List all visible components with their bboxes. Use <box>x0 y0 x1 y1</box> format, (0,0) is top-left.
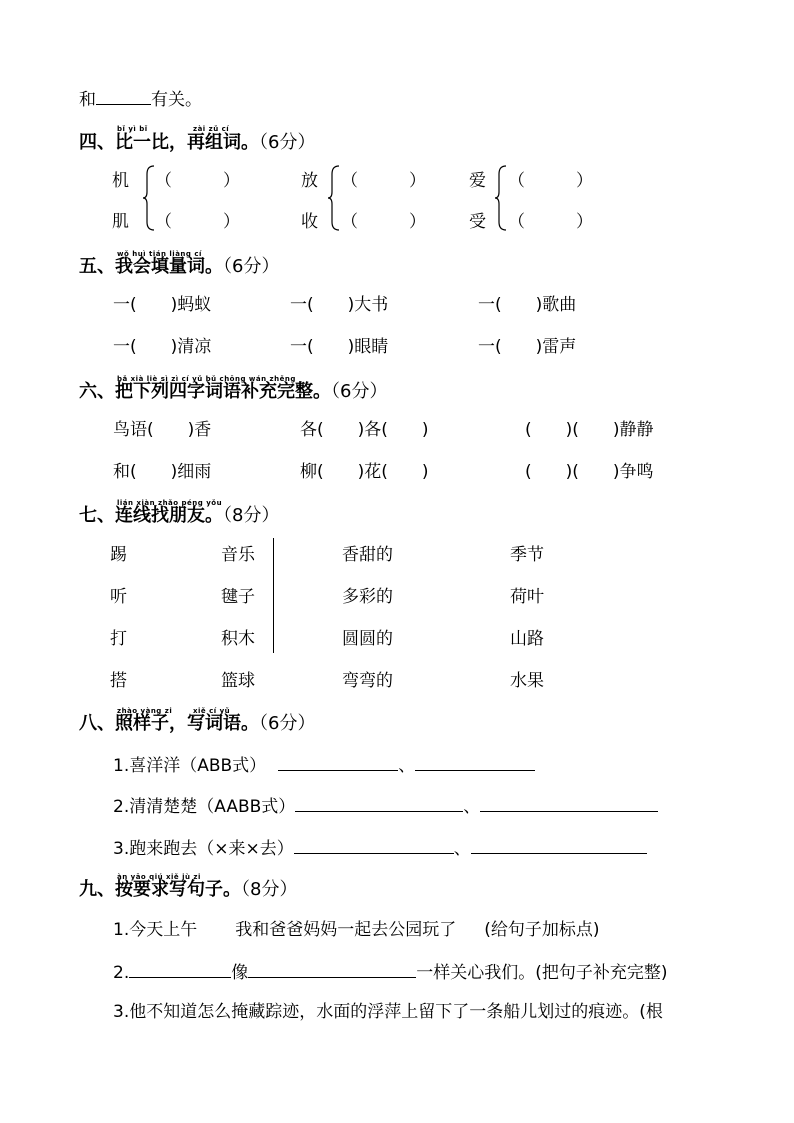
brace-icon <box>142 165 156 231</box>
section-9-heading: 九、按要求写句子。（8分） <box>79 879 298 900</box>
measure-item[interactable]: 一( )清凉 <box>113 337 212 357</box>
paren-blank[interactable]: （ ） <box>341 212 426 232</box>
brace-icon <box>327 165 341 231</box>
match-item[interactable]: 音乐 <box>221 545 255 565</box>
paren-blank[interactable]: （ ） <box>341 171 426 191</box>
pinyin-annotation: bǎ xià liè sì zì cí yǔ bǔ chōng wán zhěng <box>117 375 296 383</box>
answer-blank[interactable] <box>294 837 454 854</box>
answer-blank[interactable] <box>480 795 658 812</box>
section-7-heading: 七、连线找朋友。（8分） <box>79 505 280 526</box>
match-item[interactable]: 多彩的 <box>342 587 393 607</box>
char-top-1: 机 <box>112 171 129 191</box>
intro-line: 和 有关。 <box>79 90 202 110</box>
section-6-heading: 六、把下列四字词语补充完整。（6分） <box>79 381 388 402</box>
idiom-item[interactable]: 各( )各( ) <box>300 420 429 440</box>
pinyin-annotation: zài zǔ cí <box>193 125 230 133</box>
section-8-heading: 八、照样子，写词语。（6分） <box>79 713 316 734</box>
char-top-3: 爱 <box>469 171 486 191</box>
divider-line <box>273 538 274 653</box>
section-5-heading: 五、我会填量词。（6分） <box>79 256 280 277</box>
answer-blank[interactable] <box>471 837 647 854</box>
char-top-2: 放 <box>301 171 318 191</box>
idiom-item[interactable]: ( )( )争鸣 <box>525 462 654 482</box>
pinyin-annotation: wǒ huì tián liàng cí <box>117 250 202 258</box>
measure-item[interactable]: 一( )蚂蚁 <box>113 295 212 315</box>
match-item[interactable]: 水果 <box>510 671 544 691</box>
match-item[interactable]: 香甜的 <box>342 545 393 565</box>
match-item[interactable]: 篮球 <box>221 671 255 691</box>
pinyin-annotation: àn yāo qiú xiě jù zi <box>117 873 201 881</box>
match-item[interactable]: 积木 <box>221 629 255 649</box>
blank-line[interactable] <box>96 88 151 105</box>
answer-blank[interactable] <box>248 961 416 978</box>
pinyin-annotation: zhào yàng zi <box>117 707 173 715</box>
match-item[interactable]: 圆圆的 <box>342 629 393 649</box>
example-row-2: 2.清清楚楚（AABB式） 、 <box>113 795 658 817</box>
match-item[interactable]: 毽子 <box>221 587 255 607</box>
char-bottom-1: 肌 <box>112 212 129 232</box>
idiom-item[interactable]: 和( )细雨 <box>113 462 212 482</box>
char-bottom-2: 收 <box>301 212 318 232</box>
section-4-heading: 四、比一比，再组词。（6分） <box>79 132 316 153</box>
sentence-3: 3.他不知道怎么掩藏踪迹，水面的浮萍上留下了一条船儿划过的痕迹。(根 <box>113 1002 663 1022</box>
sentence-1: 1.今天上午 我和爸爸妈妈一起去公园玩了 (给句子加标点) <box>113 920 600 940</box>
paren-blank[interactable]: （ ） <box>508 212 593 232</box>
pinyin-annotation: lián xiàn zhǎo péng yǒu <box>117 499 223 507</box>
match-item[interactable]: 打 <box>110 629 127 649</box>
example-row-1: 1.喜洋洋（ABB式） 、 <box>113 754 535 776</box>
paren-blank[interactable]: （ ） <box>155 212 240 232</box>
match-item[interactable]: 山路 <box>510 629 544 649</box>
measure-item[interactable]: 一( )眼睛 <box>290 337 389 357</box>
brace-icon <box>494 165 508 231</box>
measure-item[interactable]: 一( )雷声 <box>478 337 577 357</box>
match-item[interactable]: 踢 <box>110 545 127 565</box>
example-row-3: 3.跑来跑去（×来×去） 、 <box>113 837 647 859</box>
pinyin-annotation: xiě cí yǔ <box>193 707 231 715</box>
answer-blank[interactable] <box>295 795 463 812</box>
match-item[interactable]: 季节 <box>510 545 544 565</box>
pinyin-annotation: bǐ yì bǐ <box>117 125 148 133</box>
answer-blank[interactable] <box>278 754 398 771</box>
paren-blank[interactable]: （ ） <box>155 171 240 191</box>
sentence-2: 2. 像 一样关心我们。(把句子补充完整) <box>113 963 668 983</box>
idiom-item[interactable]: 柳( )花( ) <box>300 462 429 482</box>
answer-blank[interactable] <box>129 961 231 978</box>
match-item[interactable]: 弯弯的 <box>342 671 393 691</box>
answer-blank[interactable] <box>415 754 535 771</box>
measure-item[interactable]: 一( )歌曲 <box>478 295 577 315</box>
measure-item[interactable]: 一( )大书 <box>290 295 389 315</box>
paren-blank[interactable]: （ ） <box>508 171 593 191</box>
match-item[interactable]: 搭 <box>110 671 127 691</box>
match-item[interactable]: 听 <box>110 587 127 607</box>
match-item[interactable]: 荷叶 <box>510 587 544 607</box>
idiom-item[interactable]: 鸟语( )香 <box>113 420 212 440</box>
char-bottom-3: 受 <box>469 212 486 232</box>
idiom-item[interactable]: ( )( )静静 <box>525 420 654 440</box>
